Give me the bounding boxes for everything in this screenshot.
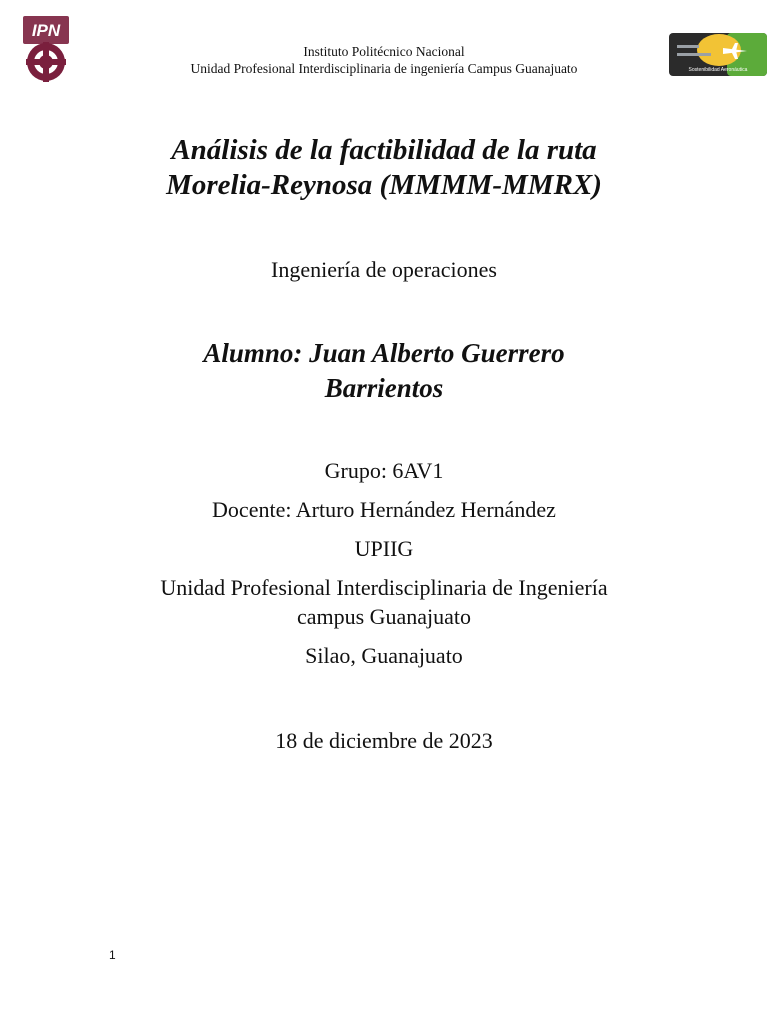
student-name: [60, 336, 708, 406]
group-label: Grupo: 6AV1: [324, 458, 444, 483]
sustainability-logo-caption: Sostenibilidad Aeronáutica: [688, 67, 748, 73]
document-date: 18 de diciembre de 2023: [275, 728, 493, 753]
ipn-logo-text: IPN: [31, 21, 61, 40]
institution-header: [100, 43, 668, 77]
subject-name: Ingeniería de operaciones: [271, 257, 497, 282]
teacher-label: Docente: Arturo Hernández Hernández: [212, 497, 556, 522]
title-line-2: Morelia-Reynosa (MMMM-MMRX): [166, 169, 602, 201]
school-abbreviation: UPIIG: [354, 536, 414, 561]
location-label: Silao, Guanajuato: [305, 643, 463, 668]
course-info: [60, 456, 708, 680]
institution-name: Instituto Politécnico Nacional: [303, 44, 465, 59]
student-line-2: Barrientos: [324, 373, 444, 403]
school-line-2: campus Guanajuato: [296, 604, 472, 629]
document-title: [60, 133, 708, 203]
sustainability-logo: [669, 33, 767, 76]
institution-unit: Unidad Profesional Interdisciplinaria de ingeniería Campus Guanajuato: [190, 61, 578, 76]
ipn-logo: [20, 14, 72, 84]
school-line-1: Unidad Profesional Interdisciplinaria de Ingeniería: [160, 575, 608, 600]
page-number: 1: [109, 948, 116, 962]
school-full-name: [60, 573, 708, 631]
student-line-1: Alumno: Juan Alberto Guerrero: [203, 338, 565, 368]
title-line-1: Análisis de la factibilidad de la ruta: [171, 134, 597, 166]
